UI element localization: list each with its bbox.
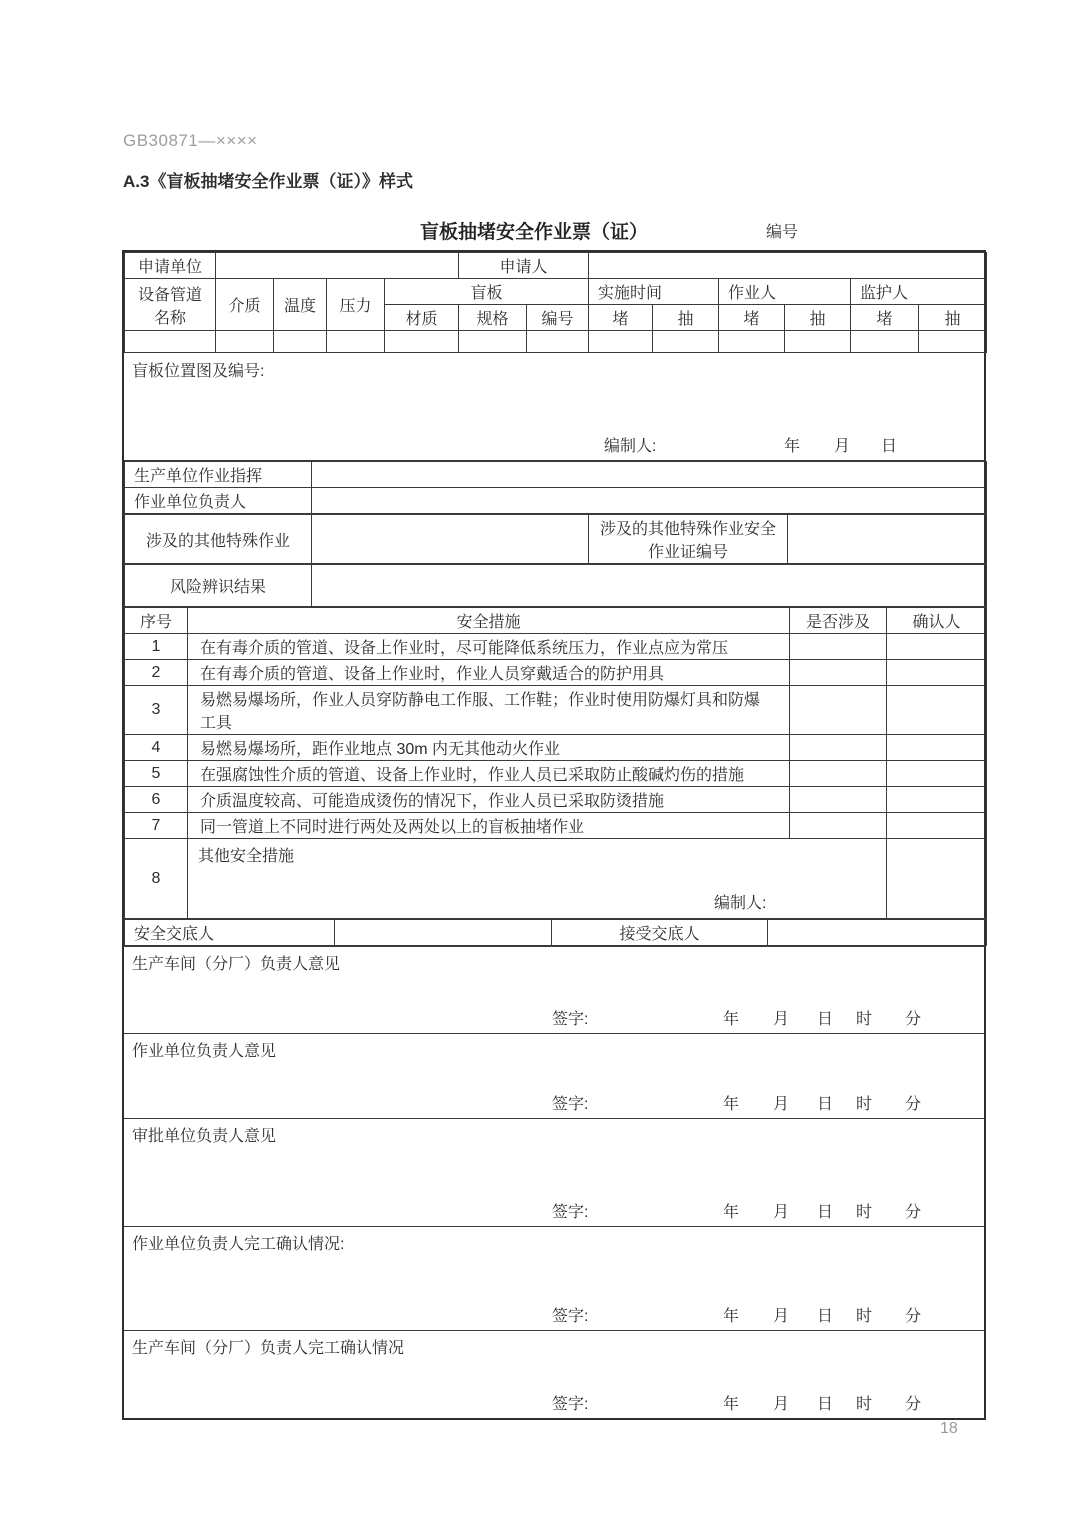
safety-measures-table <box>124 607 987 919</box>
safety-row-text: 在强腐蚀性介质的管道、设备上作业时，作业人员已采取防止酸碱灼伤的措施 <box>188 761 790 787</box>
safety-briefer-value-cell <box>335 920 552 946</box>
confirmer-cell <box>887 787 987 813</box>
other-safety-row <box>125 839 987 919</box>
safety-row-num: 8 <box>125 839 188 919</box>
risk-identification-table <box>124 564 987 607</box>
confirmer-cell <box>887 761 987 787</box>
month-label: 月 <box>834 438 851 455</box>
year-label: 年 <box>723 1396 740 1413</box>
prepared-by-label: 编制人: <box>714 895 767 912</box>
signoff-label: 生产车间（分厂）负责人意见 <box>132 956 341 973</box>
confirmer-cell <box>887 634 987 660</box>
position-map-label: 盲板位置图及编号: <box>132 363 265 380</box>
month-label: 月 <box>773 1204 790 1221</box>
entry-cell <box>327 331 385 353</box>
signature-line <box>124 1303 984 1323</box>
blind-plate-label: 盲板 <box>385 279 589 305</box>
month-label: 月 <box>773 1396 790 1413</box>
minute-label: 分 <box>905 1096 922 1113</box>
entry-cell <box>653 331 719 353</box>
sign-label: 签字: <box>552 1011 589 1028</box>
operator-plug-label: 堵 <box>719 305 785 331</box>
safety-row-num: 4 <box>125 735 188 761</box>
minute-label: 分 <box>905 1204 922 1221</box>
safety-row-num: 3 <box>125 686 188 735</box>
safety-row-num: 1 <box>125 634 188 660</box>
briefing-receiver-value-cell <box>768 920 987 946</box>
sign-label: 签字: <box>552 1204 589 1221</box>
device-pipe-name-label: 设备管道名称 <box>125 279 216 331</box>
signoff-label: 生产车间（分厂）负责人完工确认情况 <box>132 1340 405 1357</box>
entry-cell <box>527 331 589 353</box>
entry-cell <box>851 331 919 353</box>
medium-label: 介质 <box>216 279 274 331</box>
safety-row-text: 在有毒介质的管道、设备上作业时，作业人员穿戴适合的防护用具 <box>188 660 790 686</box>
entry-cell <box>274 331 327 353</box>
section-heading: A.3《盲板抽堵安全作业票（证）》样式 <box>123 172 413 191</box>
minute-label: 分 <box>905 1396 922 1413</box>
year-label: 年 <box>784 438 801 455</box>
confirmer-cell <box>887 839 987 919</box>
form-title: 盲板抽堵安全作业票（证） <box>420 222 649 243</box>
safety-row <box>125 686 987 735</box>
safety-row <box>125 634 987 660</box>
safety-row-num: 7 <box>125 813 188 839</box>
signoff-block-workunit-opinion <box>124 1033 984 1118</box>
hour-label: 时 <box>856 1204 873 1221</box>
entry-cell <box>589 331 653 353</box>
signoff-label: 作业单位负责人意见 <box>132 1043 277 1060</box>
entry-cell <box>216 331 274 353</box>
signature-line <box>124 1006 984 1026</box>
sign-label: 签字: <box>552 1308 589 1325</box>
pressure-label: 压力 <box>327 279 385 331</box>
blind-no-label: 编号 <box>527 305 589 331</box>
other-safety-measures-cell <box>188 839 887 919</box>
day-label: 日 <box>817 1096 834 1113</box>
signoff-block-workunit-completion <box>124 1226 984 1330</box>
other-special-work-value-cell <box>312 515 589 564</box>
involved-cell <box>790 686 887 735</box>
day-label: 日 <box>817 1308 834 1325</box>
day-label: 日 <box>881 438 898 455</box>
safety-row <box>125 735 987 761</box>
confirmer-header: 确认人 <box>887 608 987 634</box>
signature-line <box>124 1391 984 1411</box>
signoff-label: 作业单位负责人完工确认情况: <box>132 1236 345 1253</box>
risk-identification-value-cell <box>312 565 987 607</box>
minute-label: 分 <box>905 1308 922 1325</box>
production-commander-value-cell <box>312 462 987 488</box>
safety-row-text: 在有毒介质的管道、设备上作业时，尽可能降低系统压力，作业点应为常压 <box>188 634 790 660</box>
safety-row <box>125 787 987 813</box>
temperature-label: 温度 <box>274 279 327 331</box>
operator-label: 作业人 <box>719 279 851 305</box>
year-label: 年 <box>723 1204 740 1221</box>
material-label: 材质 <box>385 305 459 331</box>
safety-row-text: 易燃易爆场所，作业人员穿防静电工作服、工作鞋；作业时使用防爆灯具和防爆工具 <box>188 686 790 735</box>
safety-row <box>125 660 987 686</box>
involved-cell <box>790 634 887 660</box>
involved-cell <box>790 787 887 813</box>
safety-row <box>125 761 987 787</box>
implement-time-label: 实施时间 <box>589 279 719 305</box>
production-commander-label: 生产单位作业指挥 <box>125 462 312 488</box>
signature-line <box>124 1091 984 1111</box>
month-label: 月 <box>773 1096 790 1113</box>
signoff-block-approval-opinion <box>124 1118 984 1226</box>
applicant-value-cell <box>589 253 987 279</box>
entry-cell <box>719 331 785 353</box>
responsible-table <box>124 461 987 514</box>
signoff-label: 审批单位负责人意见 <box>132 1128 277 1145</box>
confirmer-cell <box>887 660 987 686</box>
involved-cell <box>790 761 887 787</box>
day-label: 日 <box>817 1011 834 1028</box>
hour-label: 时 <box>856 1096 873 1113</box>
entry-cell <box>919 331 987 353</box>
confirmer-cell <box>887 813 987 839</box>
safety-row <box>125 813 987 839</box>
entry-cell <box>459 331 527 353</box>
safety-briefer-label: 安全交底人 <box>125 920 335 946</box>
other-special-work-cert-label: 涉及的其他特殊作业安全作业证编号 <box>589 515 788 564</box>
seq-header: 序号 <box>125 608 188 634</box>
hour-label: 时 <box>856 1011 873 1028</box>
sign-label: 签字: <box>552 1396 589 1413</box>
safety-row-text: 介质温度较高、可能造成烫伤的情况下，作业人员已采取防烫措施 <box>188 787 790 813</box>
involved-cell <box>790 813 887 839</box>
guardian-extract-label: 抽 <box>919 305 987 331</box>
confirmer-cell <box>887 735 987 761</box>
briefing-receiver-label: 接受交底人 <box>552 920 768 946</box>
position-map-prepared-line <box>124 433 984 453</box>
safety-row-num: 2 <box>125 660 188 686</box>
month-label: 月 <box>773 1308 790 1325</box>
entry-cell <box>385 331 459 353</box>
day-label: 日 <box>817 1396 834 1413</box>
other-special-work-table <box>124 514 987 564</box>
risk-identification-label: 风险辨识结果 <box>125 565 312 607</box>
entry-cell <box>125 331 216 353</box>
safety-row-num: 5 <box>125 761 188 787</box>
sign-label: 签字: <box>552 1096 589 1113</box>
safety-row-num: 6 <box>125 787 188 813</box>
involved-cell <box>790 735 887 761</box>
form-number-label: 编号 <box>766 224 799 241</box>
entry-cell <box>785 331 851 353</box>
confirmer-cell <box>887 686 987 735</box>
other-safety-measures-label: 其他安全措施 <box>198 848 295 865</box>
signoff-block-production-opinion <box>124 946 984 1033</box>
month-label: 月 <box>773 1011 790 1028</box>
other-special-work-label: 涉及的其他特殊作业 <box>125 515 312 564</box>
work-permit-form <box>122 250 986 1420</box>
prepared-by-label: 编制人: <box>604 438 657 455</box>
time-extract-label: 抽 <box>653 305 719 331</box>
applicant-label: 申请人 <box>459 253 589 279</box>
applicant-unit-value-cell <box>216 253 459 279</box>
header-table <box>124 252 987 353</box>
signature-line <box>124 1199 984 1219</box>
time-plug-label: 堵 <box>589 305 653 331</box>
spec-label: 规格 <box>459 305 527 331</box>
signoff-block-production-completion <box>124 1330 984 1418</box>
safety-row-text: 同一管道上不同时进行两处及两处以上的盲板抽堵作业 <box>188 813 790 839</box>
measure-header: 安全措施 <box>188 608 790 634</box>
operator-extract-label: 抽 <box>785 305 851 331</box>
form-title-row <box>0 217 1080 245</box>
involved-cell <box>790 660 887 686</box>
minute-label: 分 <box>905 1011 922 1028</box>
year-label: 年 <box>723 1096 740 1113</box>
year-label: 年 <box>723 1011 740 1028</box>
safety-row-text: 易燃易爆场所，距作业地点 30m 内无其他动火作业 <box>188 735 790 761</box>
day-label: 日 <box>817 1204 834 1221</box>
applicant-unit-label: 申请单位 <box>125 253 216 279</box>
other-special-work-cert-value-cell <box>788 515 987 564</box>
year-label: 年 <box>723 1308 740 1325</box>
hour-label: 时 <box>856 1308 873 1325</box>
work-unit-head-value-cell <box>312 488 987 514</box>
hour-label: 时 <box>856 1396 873 1413</box>
work-unit-head-label: 作业单位负责人 <box>125 488 312 514</box>
standard-code: GB30871—×××× <box>123 131 258 150</box>
involved-header: 是否涉及 <box>790 608 887 634</box>
position-map-section <box>124 353 984 461</box>
briefing-table <box>124 919 987 946</box>
guardian-label: 监护人 <box>851 279 987 305</box>
page-number: 18 <box>940 1420 958 1437</box>
guardian-plug-label: 堵 <box>851 305 919 331</box>
